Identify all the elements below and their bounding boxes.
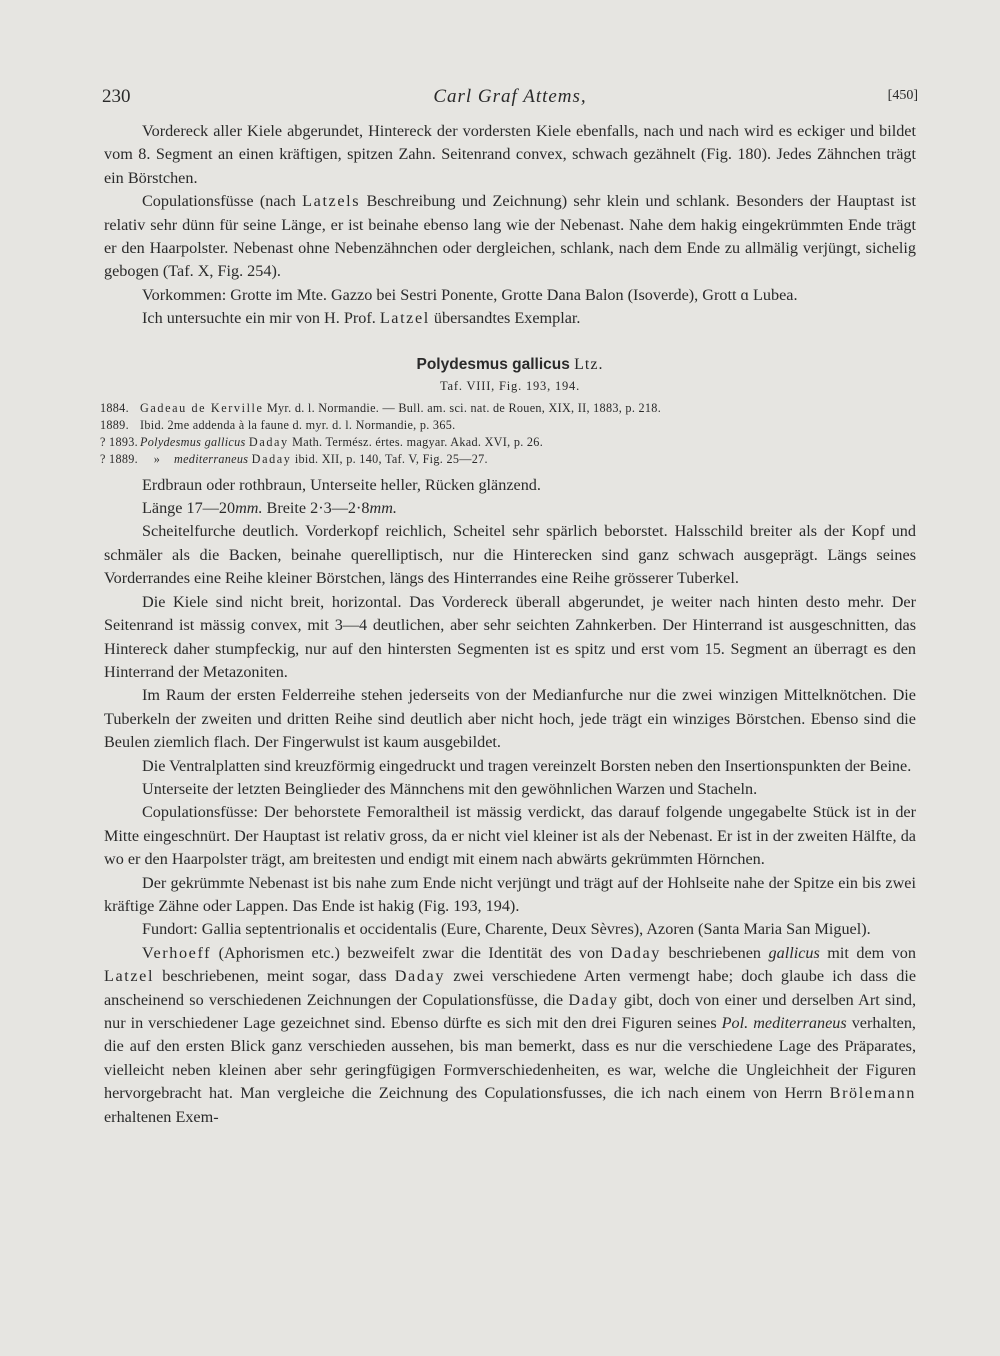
paragraph: Fundort: Gallia septentrionalis et occidentalis (Eure, Charente, Deux Sèvres), Azoren (Santa Maria San Miguel). [142, 920, 871, 939]
paragraph: Copulationsfüsse: Der behorstete Femoraltheil ist mässig verdickt, das darauf folgende ungegabelte Stück ist in der Mitte eingeschnürt. Der Hauptast ist relativ gross, da er nicht viel kleiner ist als der Nebenast. Er ist in der zweiten Hälfte, da wo er den Haarpolster trägt, am breitesten und endigt mit einem nach abwärts gekrümmten Hörnchen. [104, 803, 916, 869]
page-number: 230 [102, 86, 131, 107]
paragraph: Die Kiele sind nicht breit, horizontal. Das Vordereck überall abgerundet, je weiter nach hinten desto mehr. Der Seitenrand ist mässig convex, mit 3—4 deutlichen, aber sehr seichten Zahnkerben. Der Hinterrand ist ausgeschnitten, das Hintereck daher stumpfeckig, nur auf den hintersten Segmenten ist es spitz und erst vom 15. Segment an überragt es den Hinterrand der Metazoniten. [104, 592, 916, 681]
plate-reference: Taf. VIII, Fig. 193, 194. [439, 378, 581, 393]
paragraph: Vordereck aller Kiele abgerundet, Hintereck der vordersten Kiele ebenfalls, nach und nach wird es eckiger und bildet vom 8. Segment an einen kräftigen, spitzen Zahn. Seitenrand convex, schwach gezähnelt (Fig. 180). Jedes Zähnchen trägt ein Börstchen. [104, 122, 916, 187]
paragraph: Erdbraun oder rothbraun, Unterseite heller, Rücken glänzend. [142, 475, 541, 494]
synonymy-entry: 1884. Gadeau de Kerville Myr. d. l. Normandie. — Bull. am. sci. nat. de Rouen, XIX, II, 1883, p. 218. [100, 400, 662, 415]
synonymy-entry: 1889. Ibid. 2me addenda à la faune d. myr. d. l. Normandie, p. 365. [100, 417, 456, 432]
species-name: Polydesmus gallicus [416, 355, 570, 373]
running-title: Carl Graf Attems, [433, 86, 587, 107]
species-description [104, 474, 916, 1129]
original-page-number: [450] [887, 88, 918, 103]
paragraph: Die Ventralplatten sind kreuzförmig eingedruckt und tragen vereinzelt Borsten neben den Insertionspunkten der Beine. [142, 756, 912, 775]
synonymy-list [100, 400, 916, 468]
paragraph: Vorkommen: Grotte im Mte. Gazzo bei Sestri Ponente, Grotte Dana Balon (Isoverde), Grott ɑ Lubea. [142, 285, 798, 304]
paragraph: Der gekrümmte Nebenast ist bis nahe zum Ende nicht verjüngt und trägt auf der Hohlseite nahe der Spitze ein bis zwei kräftige Zähne oder Lappen. Das Ende ist hakig (Fig. 193, 194). [104, 873, 916, 915]
main-text [100, 120, 917, 1129]
paragraph: Ich untersuchte ein mir von H. Prof. Latzel übersandtes Exemplar. [142, 309, 581, 328]
species-author: Ltz. [574, 355, 604, 373]
paragraph: Länge 17—20mm. Breite 2·3—2·8mm. [142, 499, 397, 518]
paragraph: Verhoeff (Aphorismen etc.) bezweifelt zwar die Identität des von Daday beschriebenen gallicus mit dem von Latzel beschriebenen, meint sogar, dass Daday zwei verschiedene Arten vermengt habe; doch glaube ich dass die anscheinend so verschiedenen Zeichnungen der Copulationsfüsse, die Daday gibt, doch von einer und derselben Art sind, nur in verschiedener Lage gezeichnet sind. Ebenso dürfte es sich mit den drei Figuren seines Pol. mediterraneus verhalten, die auf den ersten Blick ganz verschieden aussehen, bis man bemerkt, dass es nur die verschiedene Lage des Präparates, vielleicht neben kleinen aber sehr geringfügigen Formverschiedenheiten, es war, welche die Ungleichheit der Figuren hervorgebracht hat. Man vergleiche die Zeichnung des Copulationsfusses, die ich nach einem von Herrn Brölemann erhaltenen Exem- [104, 943, 917, 1126]
synonymy-entry: ? 1889. » mediterraneus Daday ibid. XII, p. 140, Taf. V, Fig. 25—27. [100, 451, 488, 466]
paragraph: Unterseite der letzten Beinglieder des Männchens mit den gewöhnlichen Warzen und Stacheln. [142, 779, 758, 798]
paragraph: Im Raum der ersten Felderreihe stehen jederseits von der Medianfurche nur die zwei winzigen Mittelknötchen. Die Tuberkeln der zweiten und dritten Reihe sind deutlich aber nicht hoch, jede trägt ein winziges Börstchen. Ebenso sind die Beulen ziemlich flach. Der Fingerwulst ist kaum ausgebildet. [104, 686, 916, 752]
paragraph: Scheitelfurche deutlich. Vorderkopf reichlich, Scheitel sehr spärlich beborstet. Halsschild breiter als der Kopf und schmäler als die Backen, beinahe querelliptisch, nur die Hinterecken sind ganz schwach ausgeprägt. Längs seines Vorderrandes eine Reihe kleiner Börstchen, längs des Hinterrandes eine Reihe grösserer Tuberkel. [104, 522, 916, 588]
paragraph: Copulationsfüsse (nach Latzels Beschreibung und Zeichnung) sehr klein und schlank. Besonders der Hauptast ist relativ sehr dünn für seine Länge, er ist beinahe ebenso lang wie der Nebenast. Nahe dem hakig eingekrümmten Ende trägt er den Haarpolster. Nebenast ohne Nebenzähnchen oder dergleichen, schlank, nach dem Ende zu allmälig verjüngt, sichelig gebogen (Taf. X, Fig. 254). [104, 192, 916, 281]
synonymy-entry: ? 1893. Polydesmus gallicus Daday Math. Termész. értes. magyar. Akad. XVI, p. 26. [100, 434, 544, 449]
species-heading [104, 354, 916, 376]
running-header [102, 86, 918, 112]
